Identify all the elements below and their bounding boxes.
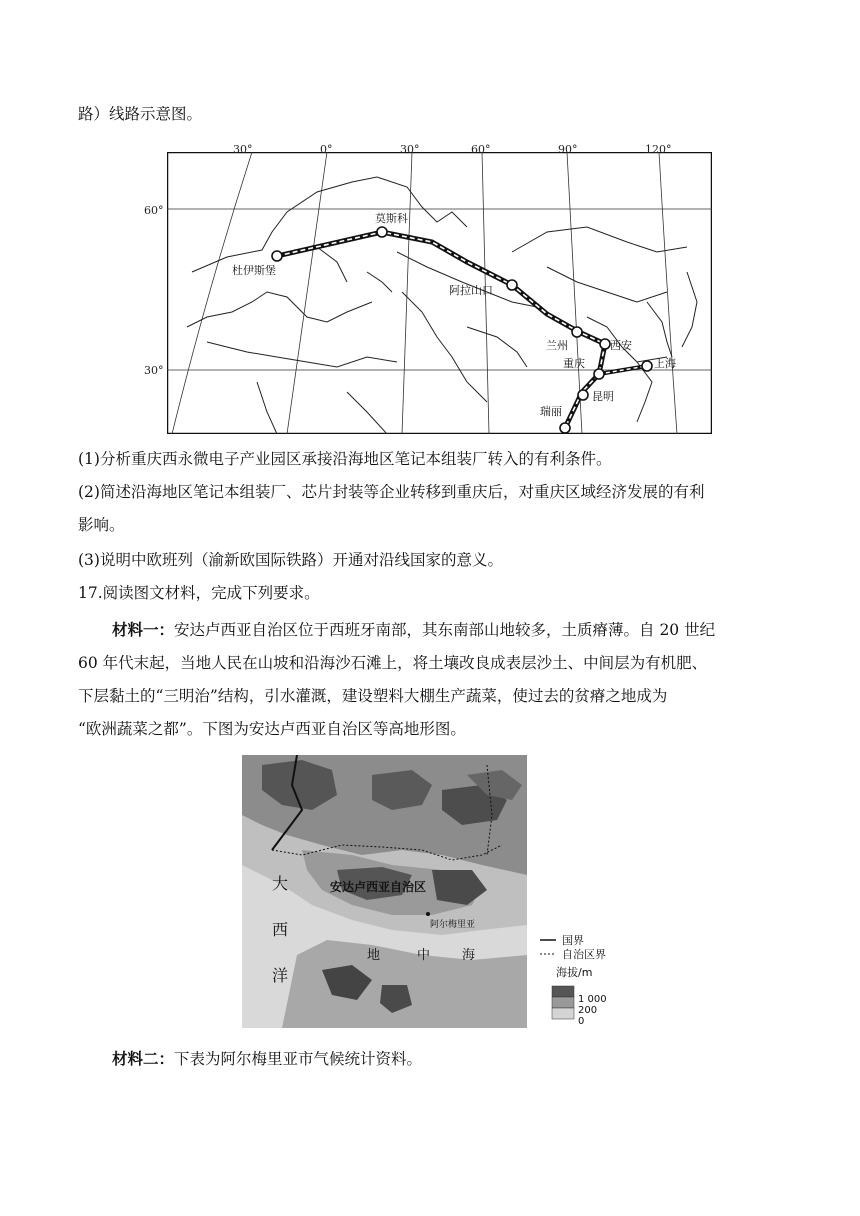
lon-label-120e: 120° bbox=[645, 143, 672, 156]
city-label-shanghai: 上海 bbox=[654, 357, 676, 370]
material2-text: 下表为阿尔梅里亚市气候统计资料。 bbox=[174, 1050, 423, 1068]
lon-label-30e: 30° bbox=[400, 143, 420, 156]
question-1: (1)分析重庆西永微电子产业园区承接沿海地区笔记本组装厂转入的有利条件。 bbox=[78, 450, 612, 468]
city-label-moscow: 莫斯科 bbox=[375, 212, 408, 225]
legend-elevation-title: 海拔/m bbox=[556, 966, 593, 979]
map2-legend bbox=[538, 930, 648, 1030]
legend-region-border: 自治区界 bbox=[562, 948, 606, 961]
material2-label: 材料二： bbox=[112, 1049, 175, 1068]
question-3: (3)说明中欧班列（渝新欧国际铁路）开通对沿线国家的意义。 bbox=[78, 551, 503, 569]
question-2-continued: 影响。 bbox=[78, 516, 125, 534]
material1-line4: “欧洲蔬菜之都”。下图为安达卢西亚自治区等高地形图。 bbox=[78, 720, 466, 738]
material1-label: 材料一： bbox=[112, 620, 175, 639]
material1-line1-text: 安达卢西亚自治区位于西班牙南部，其东南部山地较多，土质瘠薄。自 20 世纪 bbox=[174, 621, 716, 639]
lon-label-60e: 60° bbox=[471, 143, 491, 156]
material1-line3: 下层黏土的“三明治”结构，引水灌溉，建设塑料大棚生产蔬菜，使过去的贫瘠之地成为 bbox=[78, 687, 668, 705]
almeria-point bbox=[426, 912, 430, 916]
map1-degree-labels bbox=[130, 138, 730, 438]
lat-label-60n: 60° bbox=[144, 204, 164, 217]
legend-level-0: 0 bbox=[578, 1016, 585, 1027]
material2-line bbox=[112, 1048, 422, 1070]
ocean-label-char-2: 西 bbox=[272, 920, 289, 939]
city-label-lanzhou: 兰州 bbox=[546, 339, 568, 352]
legend-level-200: 200 bbox=[578, 1005, 598, 1016]
city-label-duisburg: 杜伊斯堡 bbox=[232, 264, 276, 277]
sea-label-char-1: 地 bbox=[367, 948, 381, 963]
legend-level-1000: 1 000 bbox=[578, 994, 607, 1005]
city-label-ruili: 瑞丽 bbox=[540, 405, 562, 418]
lon-label-30w: 30° bbox=[233, 143, 253, 156]
region-label: 安达卢西亚自治区 bbox=[330, 880, 427, 894]
legend-national-border: 国界 bbox=[562, 934, 584, 947]
ocean-label-char-3: 洋 bbox=[272, 966, 289, 985]
ocean-label-char-1: 大 bbox=[272, 874, 289, 893]
city-label-alashankou: 阿拉山口 bbox=[449, 284, 493, 297]
city-label-kunming: 昆明 bbox=[592, 390, 614, 403]
city-label-almeria: 阿尔梅里亚 bbox=[430, 920, 476, 930]
lat-label-30n: 30° bbox=[144, 364, 164, 377]
lon-label-0: 0° bbox=[320, 143, 333, 156]
question-17-title: 17.阅读图文材料，完成下列要求。 bbox=[78, 584, 320, 602]
city-label-xian: 西安 bbox=[610, 339, 632, 352]
sea-label-char-3: 海 bbox=[462, 948, 476, 963]
material1-line2: 60 年代末起，当地人民在山坡和沿海沙石滩上，将土壤改良成表层沙土、中间层为有机肥、 bbox=[78, 654, 708, 672]
sea-label-char-2: 中 bbox=[417, 948, 431, 963]
lon-label-90e: 90° bbox=[558, 143, 578, 156]
material1-line1 bbox=[112, 619, 715, 641]
city-label-chongqing: 重庆 bbox=[563, 357, 585, 370]
intro-line: 路）线路示意图。 bbox=[78, 105, 203, 123]
andalusia-topographic-map bbox=[242, 755, 527, 1028]
question-2: (2)简述沿海地区笔记本组装厂、芯片封装等企业转移到重庆后，对重庆区域经济发展的有利 bbox=[78, 483, 705, 501]
